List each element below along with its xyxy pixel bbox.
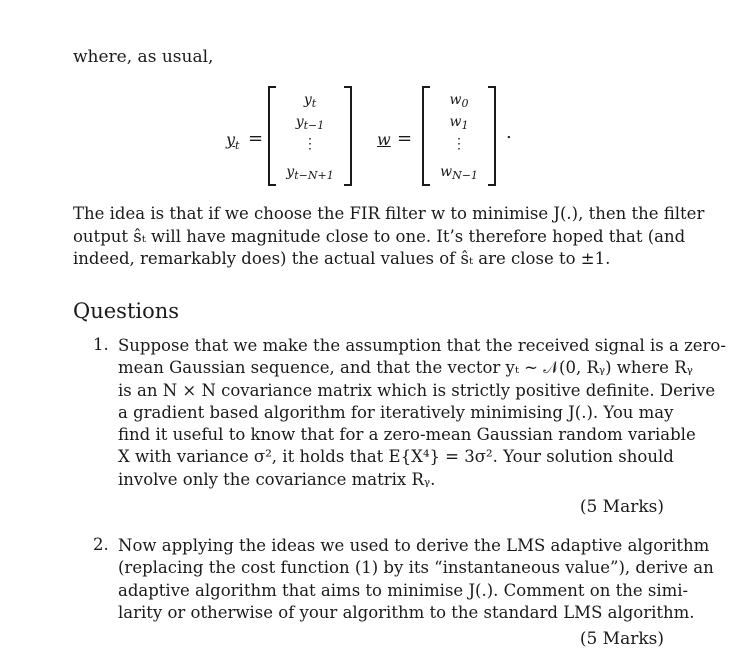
y-entry-last: $y_{t-N+1}$ <box>286 164 334 182</box>
question-1-text <box>118 335 726 491</box>
y-vector-label: $y_t$ <box>226 130 240 153</box>
w-entry-last: $w_{N-1}$ <box>440 164 478 182</box>
question-line: a gradient based algorithm for iteratively minimising J(.). You may <box>118 402 674 422</box>
paragraph-line: output ŝₜ will have magnitude close to one. It’s therefore hoped that (and <box>73 226 686 246</box>
w-vector-matrix <box>422 86 496 186</box>
y-vector-matrix <box>268 86 352 186</box>
question-line: larity or otherwise of your algorithm to the standard LMS algorithm. <box>118 602 695 622</box>
w-entry-1: $w_1$ <box>449 114 469 132</box>
question-line: (replacing the cost function (1) by its “instantaneous value”), derive an <box>118 558 714 578</box>
paragraph-line: The idea is that if we choose the FIR filter w to minimise J(.), then the filter <box>73 204 705 223</box>
question-line: involve only the covariance matrix Rᵧ. <box>118 469 436 489</box>
y-vertical-dots: ⋮ <box>303 136 317 152</box>
w-vertical-dots: ⋮ <box>452 136 466 152</box>
w-vector-label: w <box>377 130 391 149</box>
y-entry-1: $y_{t-1}$ <box>295 114 325 132</box>
question-line: find it useful to know that for a zero-mean Gaussian random variable <box>118 425 696 445</box>
question-2-number: 2. <box>93 535 109 554</box>
w-equals-sign: = <box>397 128 413 149</box>
paragraph-line: indeed, remarkably does) the actual values of ŝₜ are close to ±1. <box>73 249 611 268</box>
question-2-marks: (5 Marks) <box>579 629 664 649</box>
intro-text: where, as usual, <box>73 47 214 67</box>
questions-heading: Questions <box>73 299 180 323</box>
question-line: Suppose that we make the assumption that the received signal is a zero- <box>118 336 726 355</box>
question-line: adaptive algorithm that aims to minimise J(.). Comment on the simi- <box>118 580 689 600</box>
question-2-text <box>118 535 714 624</box>
question-1-number: 1. <box>93 335 109 354</box>
vector-definitions <box>0 86 742 188</box>
question-line: X with variance σ², it holds that E{X⁴} = 3σ². Your solution should <box>118 447 674 467</box>
question-line: Now applying the ideas we used to derive the LMS adaptive algorithm <box>118 536 710 555</box>
end-period: . <box>506 122 512 143</box>
y-entry-0: $y_t$ <box>303 92 317 110</box>
question-1-marks: (5 Marks) <box>579 497 664 517</box>
explanation-paragraph <box>73 203 705 271</box>
question-line: mean Gaussian sequence, and that the vector yₜ ~ 𝒩(0, Rᵧ) where Rᵧ <box>118 358 693 378</box>
question-line: is an N × N covariance matrix which is strictly positive definite. Derive <box>118 380 716 400</box>
w-entry-0: $w_0$ <box>449 92 469 110</box>
y-equals-sign: = <box>248 128 264 149</box>
